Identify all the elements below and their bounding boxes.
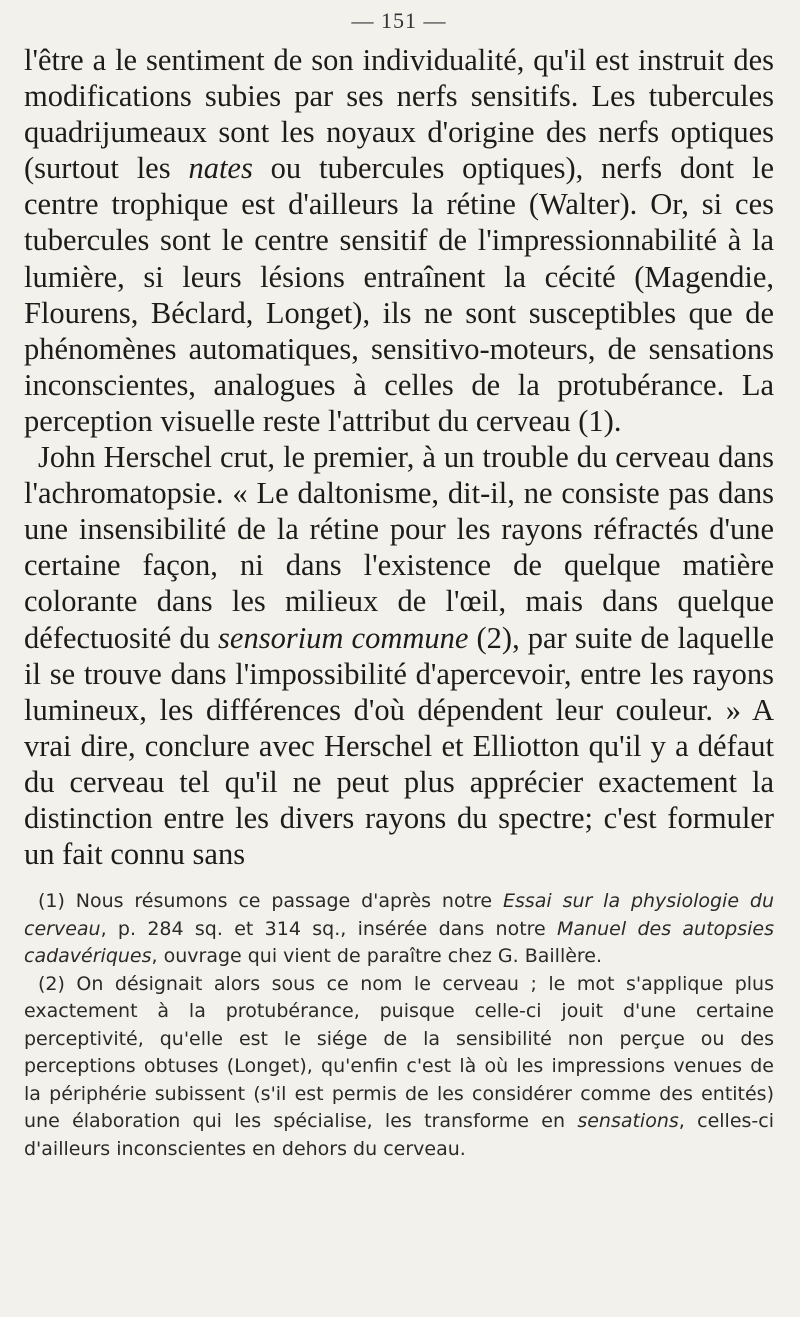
footnote-1-italic-a: Essai sur la physiologie du cerveau: [24, 890, 774, 940]
paragraph-2-text-a: John Herschel crut, le premier, à un trouble du cerveau dans l'achromatopsie. « Le daltonisme, dit-il, ne consiste pas dans une insensibilité de la rétine pour les rayons réfractés d'une certaine façon, ni dans l'existence de quelque matière colorante dans les milieux de l'œil, mais dans quelque défectuosité du: [24, 440, 774, 655]
paragraph-1-italic: nates: [188, 151, 253, 186]
paragraph-2: [24, 439, 774, 872]
footnotes: [24, 888, 774, 1163]
footnote-1: [24, 888, 774, 971]
main-text: [24, 42, 774, 872]
footnote-1-text-a: (1) Nous résumons ce passage d'après notre: [38, 890, 503, 913]
paragraph-1: [24, 42, 774, 439]
page-number-header: — 151 —: [351, 8, 447, 33]
paragraph-1-text-a: l'être a le sentiment de son individualité, qu'il est instruit des modifications subies par ses nerfs sensitifs. Les tubercules quadrijumeaux sont les noyaux d'origine des nerfs optiques (surtout les: [24, 43, 774, 186]
paragraph-2-text-b: (2), par suite de laquelle il se trouve dans l'impossibilité d'apercevoir, entre les rayons lumineux, les différences d'où dépendent leur couleur. » A vrai dire, conclure avec Herschel et Elliotton qu'il y a défaut du cerveau tel qu'il ne peut plus apprécier exactement la distinction entre les divers rayons du spectre; c'est formuler un fait connu sans: [24, 620, 774, 872]
footnote-2: [24, 971, 774, 1164]
footnote-1-text-b: , p. 284 sq. et 314 sq., insérée dans notre: [100, 917, 558, 940]
footnote-2-italic: sensations: [577, 1110, 679, 1133]
paragraph-1-text-b: ou tubercules optiques), nerfs dont le centre trophique est d'ailleurs la rétine (Walter). Or, si ces tubercules sont le centre sensitif de l'impressionnabilité à la lumière, si leurs lésions entraînent la cécité (Magendie, Flourens, Béclard, Longet), ils ne sont susceptibles que de phénomènes automatiques, sensitivo-moteurs, de sensations inconscientes, analogues à celles de la protubérance. La perception visuelle reste l'attribut du cerveau (1).: [24, 151, 774, 438]
paragraph-2-italic: sensorium commune: [218, 620, 469, 655]
footnote-2-text-a: (2) On désignait alors sous ce nom le cerveau ; le mot s'applique plus exactement à la protubérance, puisque celle-ci jouit d'une certaine perceptivité, qu'elle est le siége de la sensibilité non perçue ou des perceptions obtuses (Longet), qu'enfin c'est là où les impressions venues de la périphérie subissent (s'il est permis de les considérer comme des entités) une élaboration qui les spécialise, les transforme en: [24, 972, 774, 1133]
footnote-1-italic-b: Manuel des autopsies cadavériques: [24, 917, 774, 968]
footnote-2-text-b: , celles-ci d'ailleurs inconscientes en dehors du cerveau.: [24, 1110, 774, 1160]
footnote-1-text-c: , ouvrage qui vient de paraître chez G. Baillère.: [151, 945, 603, 968]
